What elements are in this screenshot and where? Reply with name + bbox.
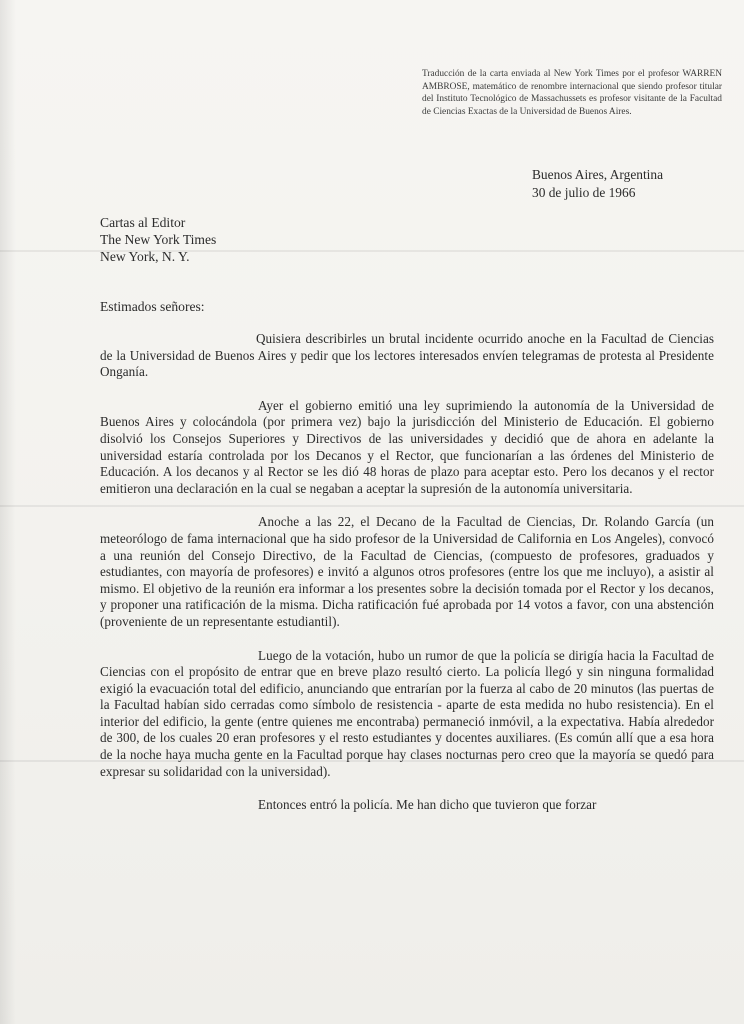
letter-place: Buenos Aires, Argentina xyxy=(532,167,664,182)
recipient-line: The New York Times xyxy=(100,232,217,247)
recipient-line: Cartas al Editor xyxy=(100,215,186,230)
paragraph: Entonces entró la policía. Me han dicho que tuvieron que forzar xyxy=(258,797,597,813)
paragraph: Quisiera describirles un brutal incidente ocurrido anoche en la Facultad de Ciencias de la Universidad de Buenos Aires y pedir que los lectores interesados envíen telegramas de protesta al Presidente Onganía. xyxy=(100,331,714,380)
translation-note: Traducción de la carta enviada al New York Times por el profesor WARREN AMBROSE, matemático de renombre internacional que siendo profesor titular del Instituto Tecnológico de Massachussets es profesor visitante de la Facultad de Ciencias Exactas de la Universidad de Buenos Aires. xyxy=(422,69,722,117)
letter-date: 30 de julio de 1966 xyxy=(532,185,636,200)
paragraph: Anoche a las 22, el Decano de la Facultad de Ciencias, Dr. Rolando García (un meteorólogo de fama internacional que ha sido profesor de la Universidad de California en Los Angeles), convocó a una reunión del Consejo Directivo, de la Facultad de Ciencias, (compuesto de profesores, graduados y estudiantes, con mayoría de profesores) e invitó a algunos otros profesores (entre los que me incluyo), a asistir al mismo. El objetivo de la reunión era informar a los presentes sobre la decisión tomada por el Rector y los decanos, y proponer una ratificación de la misma. Dicha ratificación fué aprobada por 14 votos a favor, con una abstención (proveniente de un representante estudiantil). xyxy=(100,514,714,629)
recipient-line: New York, N. Y. xyxy=(100,249,190,264)
recipient-address xyxy=(100,214,400,265)
paragraph: Ayer el gobierno emitió una ley suprimiendo la autonomía de la Universidad de Buenos Aires y colocándola (por primera vez) bajo la jurisdicción del Ministerio de Educación. El gobierno disolvió los Consejos Superiores y Directivos de las universidades y decidió que de ahora en adelante la universidad estaría controlada por los Decanos y el Rector, que funcionarían a las órdenes del Ministerio de Educación. A los decanos y al Rector se les dió 48 horas de plazo para aceptar esto. Pero los decanos y el rector emitieron una declaración en la cual se negaban a aceptar la supresión de la autonomía universitaria. xyxy=(100,397,714,496)
paragraph: Luego de la votación, hubo un rumor de que la policía se dirigía hacia la Facultad de Ciencias con el propósito de entrar que en breve plazo resultó cierto. La policía llegó y sin ninguna formalidad exigió la evacuación total del edificio, anunciando que entrarían por la fuerza al cabo de 20 minutos (las puertas de la Facultad habían sido cerradas como símbolo de resistencia - aparte de esta medida no hubo resistencia). En el interior del edificio, la gente (entre quienes me encontraba) permaneció inmóvil, a la expectativa. Había alrededor de 300, de los cuales 20 eran profesores y el resto estudiantes y docentes auxiliares. (Es común allí que a esa hora de la noche haya mucha gente en la Facultad porque hay clases nocturnas pero creo que la mayoría se quedó para expresar su solidaridad con la universidad). xyxy=(100,647,714,779)
edge-shadow xyxy=(0,0,16,1024)
date-block xyxy=(532,166,732,202)
salutation: Estimados señores: xyxy=(100,299,205,314)
letter-body xyxy=(100,331,714,814)
